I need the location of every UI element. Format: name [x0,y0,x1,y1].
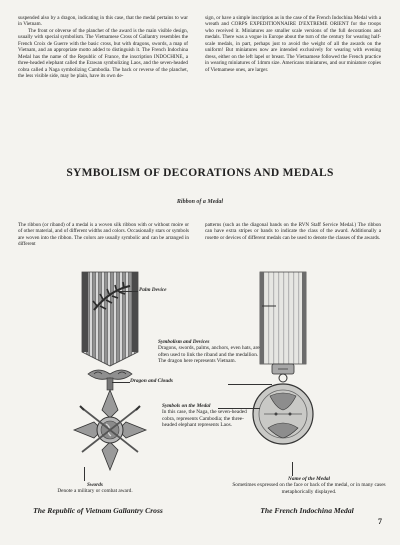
gallantry-cross-figure [60,270,160,482]
callout-title: Symbols on the Medal [162,403,211,409]
paragraph: patterns (such as the diagonal bands on the RVN Staff Service Medal.) The ribbon can have extra stripes or bands to indicate the class of the award. Additionally a rosette or devices of different medals can be used to denote the classes of the awards. [205,222,381,241]
body-column-mid-right [205,222,381,241]
body-column-mid-left [18,222,189,248]
callout-symbols-on-medal [162,403,252,429]
callout-body: Sometimes expressed on the face or back of the medal, or in many cases metaphorically displayed. [232,482,386,495]
callout-swords [40,482,150,495]
callout-palm-device: Palm Device [139,287,167,293]
callout-line [84,467,85,481]
callout-line [228,384,272,385]
paragraph: suspended also by a dragon, indicating in this case, that the medal pertains to war in Vietnam. [18,15,188,28]
body-column-top-left [18,15,188,80]
callout-body: Dragons, swords, palms, anchors, even hats, are often used to link the riband and the medallion. The dragon here represents Vietnam. [158,345,260,365]
callout-body: In this case, the Naga, the seven-headed cobra, represents Cambodia; the three-headed elephant represents Laos. [162,409,247,429]
callout-dragon-clouds: Dragon and Clouds [130,378,173,384]
callout-title: Name of the Medal [288,476,330,482]
body-column-top-right [205,15,381,73]
ribbon-icon [260,272,306,364]
section-subtitle: Ribbon of a Medal [176,199,224,205]
suspension-ring-icon [272,364,294,382]
figure-caption-indochina-medal: The French Indochina Medal [260,506,354,515]
callout-name-of-medal [224,476,394,495]
callout-line [292,462,293,476]
indochina-medal-figure [250,268,316,474]
callout-body: Denote a military or combat award. [57,488,133,495]
callout-line [118,291,138,292]
paragraph: sign, or have a simple inscription as in the case of the French Indochina Medal with a wreath and CORPS EXPEDITIONNAIRE D'EXTREME ORIENT for the troops who received it. Miniatures are smaller scale versions of the full decorations and medals. There was a vogue in Europe about the turn of the century for wearing half-scale medals, in part, perhaps just to avoid the weight of all the awards on the uniform! But miniatures now are intended exclusively for wearing with evening dress, either on the left lapel or breast. The Vietnamese followed the French practice in wearing miniatures of 14mm size. Americans miniatures, and our miniature copies of Vietnamese ones, are larger. [205,15,381,73]
page-number: 7 [378,517,382,526]
paragraph: The ribbon (or riband) of a medal is a woven silk ribbon with or without moire or of other material, and of different widths and colors. Occasionally stars or symbols are woven into the ribbon. The colors are usually symbolic and can be arranged in different [18,222,189,248]
callout-symbolism [158,339,263,365]
medal-disc-icon [253,384,313,444]
section-title: SYMBOLISM OF DECORATIONS AND MEDALS [66,167,334,179]
figure-caption-gallantry-cross: The Republic of Vietnam Gallantry Cross [33,506,163,515]
paragraph: The front or obverse of the planchet of the award is the main visible design, usually with special symbolism. The Vietnamese Cross of Gallantry resembles the French Croix de Guerre with the basic cross, but with dragons, swords, a map of Vietnam, and an appropriate motto added to distinguish it. The French Indochina Medal has the name of the Republic of France, the inscription INDOCHINE, a three-headed elephant called the Erawan symbolizing Laos, and the seven-headed cobra called a Naga symbolizing Cambodia. The back or reverse of the planchet, the less visible side, may be plain, have its own de- [18,27,188,80]
callout-title: Swords [87,482,103,488]
callout-title: Symbolism and Devices [158,339,210,345]
callout-line [112,382,130,383]
